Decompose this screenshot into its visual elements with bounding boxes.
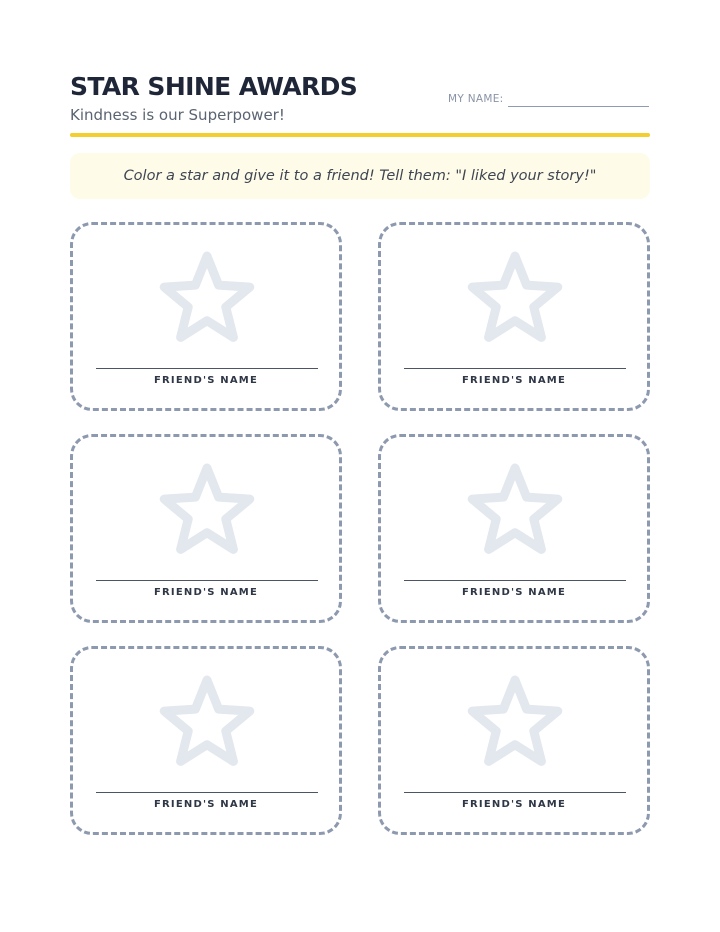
instruction-banner	[70, 153, 650, 199]
friend-name-label: FRIEND'S NAME	[462, 799, 566, 810]
friend-name-label: FRIEND'S NAME	[154, 587, 258, 598]
star-outline-icon[interactable]	[153, 459, 261, 563]
friend-name-label: FRIEND'S NAME	[462, 587, 566, 598]
star-outline-icon[interactable]	[153, 671, 261, 775]
header-divider	[70, 133, 650, 137]
star-outline-icon[interactable]	[153, 247, 261, 351]
friend-name-line[interactable]	[404, 580, 626, 581]
star-outline-icon[interactable]	[461, 247, 569, 351]
friend-name-line[interactable]	[96, 580, 318, 581]
my-name-line[interactable]	[508, 106, 649, 107]
award-card	[70, 434, 342, 623]
friend-name-line[interactable]	[96, 792, 318, 793]
page-subtitle: Kindness is our Superpower!	[70, 106, 285, 124]
award-card	[378, 434, 650, 623]
award-card	[378, 222, 650, 411]
star-outline-icon[interactable]	[461, 671, 569, 775]
my-name-label: MY NAME:	[448, 93, 504, 105]
friend-name-line[interactable]	[404, 368, 626, 369]
award-cards-grid	[70, 222, 650, 835]
award-card	[70, 222, 342, 411]
my-name-field	[448, 90, 650, 110]
friend-name-label: FRIEND'S NAME	[462, 375, 566, 386]
award-card	[70, 646, 342, 835]
award-card	[378, 646, 650, 835]
friend-name-label: FRIEND'S NAME	[154, 375, 258, 386]
page-title: STAR SHINE AWARDS	[70, 72, 358, 101]
friend-name-line[interactable]	[96, 368, 318, 369]
star-outline-icon[interactable]	[461, 459, 569, 563]
friend-name-line[interactable]	[404, 792, 626, 793]
instruction-text: Color a star and give it to a friend! Tell them: "I liked your story!"	[123, 168, 597, 184]
friend-name-label: FRIEND'S NAME	[154, 799, 258, 810]
page-header	[70, 70, 650, 136]
